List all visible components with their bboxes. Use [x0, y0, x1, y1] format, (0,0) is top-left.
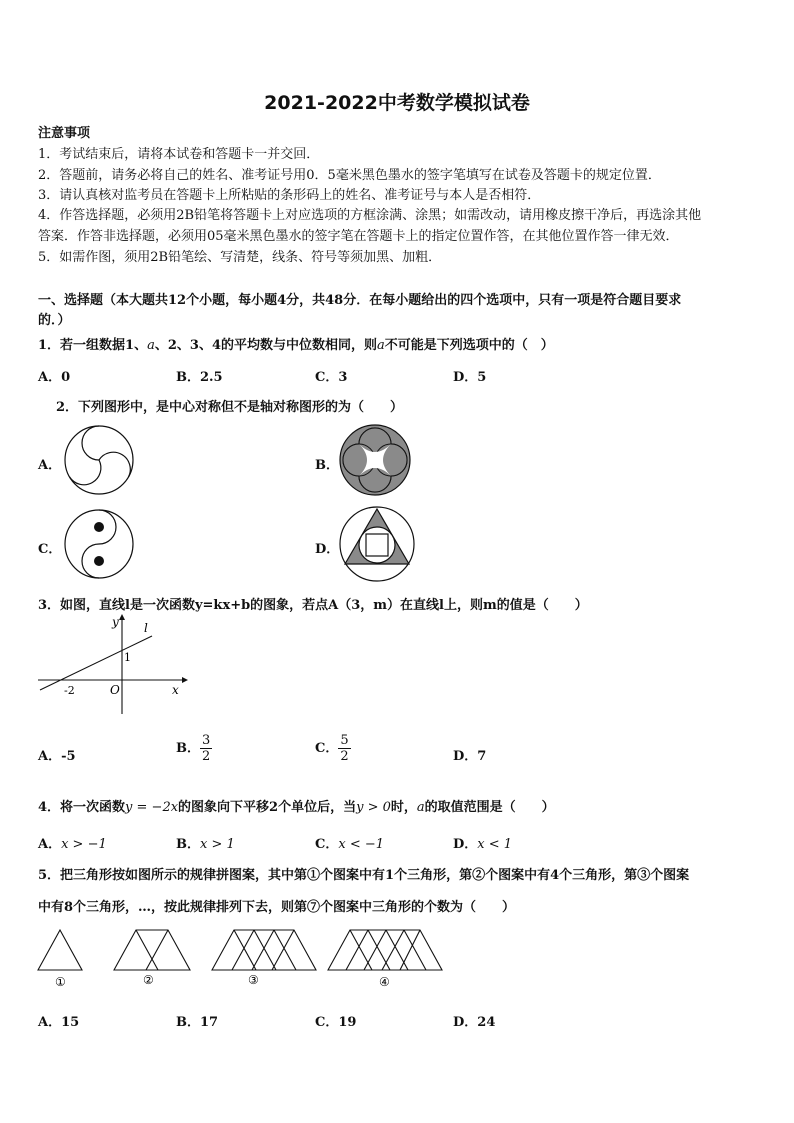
q2-option-b: B．	[315, 458, 339, 473]
variable-a: a	[147, 338, 155, 353]
fraction-denominator: 2	[340, 749, 349, 764]
q5-option-d: D．24	[453, 1015, 496, 1030]
q4-option-a	[38, 833, 107, 852]
axis-label-x: x	[172, 683, 179, 697]
q1-option-b: B．2.5	[176, 370, 223, 385]
axis-label-y: y	[112, 615, 119, 629]
option-expression: x > 1	[200, 837, 235, 852]
tick-label-neg2: -2	[64, 684, 75, 697]
question-4	[38, 796, 555, 815]
q1-option-a: A．0	[38, 370, 71, 385]
pattern-label-3: ③	[248, 973, 259, 987]
fraction-3-2	[200, 733, 212, 764]
q2-option-a: A．	[38, 458, 62, 473]
section-heading-cont: 的．）	[38, 313, 71, 328]
q1-text: 1．若一组数据1、	[38, 338, 148, 353]
q1-text: 不可能是下列选项中的（ ）	[384, 338, 554, 353]
question-5-cont: 中有8个三角形，…，按此规律排列下去，则第⑦个图案中三角形的个数为（ ）	[38, 900, 516, 915]
q2-option-c: C．	[38, 542, 62, 557]
option-label: C．	[315, 837, 339, 852]
q3-option-c	[315, 733, 351, 764]
question-1	[38, 334, 554, 353]
pattern-label-2: ②	[143, 973, 154, 987]
fraction-numerator: 5	[340, 733, 349, 748]
figure-c-yinyang	[62, 507, 136, 581]
notice-item: 3．请认真核对监考员在答题卡上所粘贴的条形码上的姓名、准考证号与本人是否相符．	[38, 188, 541, 203]
q4-text: 4．将一次函数	[38, 800, 126, 815]
q2-option-d: D．	[315, 542, 340, 557]
variable-a: a	[416, 800, 425, 815]
question-5: 5．把三角形按如图所示的规律拼图案，其中第①个图案中有1个三角形，第②个图案中有4个三角形，第③个图案	[38, 868, 690, 883]
variable-a: a	[377, 338, 385, 353]
figure-q3-graph	[36, 614, 186, 718]
notice-item: 4．作答选择题，必须用2B铅笔将答题卡上对应选项的方框涂满、涂黑；如需改动，请用橡皮擦干净后，再选涂其他	[38, 208, 702, 223]
equation: y = −2x	[125, 800, 179, 815]
line-label-l: l	[144, 621, 148, 635]
option-label: D．	[453, 837, 478, 852]
option-label: A．	[38, 837, 62, 852]
q5-option-a: A．15	[38, 1015, 80, 1030]
option-label: B．	[176, 741, 200, 756]
q1-text: 、2、3、4的平均数与中位数相同，则	[154, 338, 377, 353]
question-3: 3．如图，直线l是一次函数y=kx+b的图象，若点A（3，m）在直线l上，则m的值是（ ）	[38, 598, 588, 613]
q4-text: 的取值范围是（ ）	[424, 800, 555, 815]
pattern-label-1: ①	[55, 975, 66, 989]
figure-q5-triangle-patterns	[36, 924, 446, 990]
q3-option-b	[176, 733, 212, 764]
pattern-label-4: ④	[379, 975, 390, 989]
option-expression: x < 1	[477, 837, 513, 852]
option-expression: x > −1	[61, 837, 107, 852]
origin-label: O	[110, 683, 120, 697]
q3-option-a: A．-5	[38, 749, 76, 764]
q3-option-d: D．7	[453, 749, 487, 764]
notice-item: 2．答题前，请务必将自己的姓名、准考证号用0．5毫米黑色墨水的签字笔填写在试卷及答题卡的规定位置．	[38, 168, 661, 183]
option-label: C．	[315, 741, 339, 756]
figure-d-triangle-square	[338, 505, 416, 583]
fraction-5-2	[338, 733, 350, 764]
notice-item: 5．如需作图，须用2B铅笔绘、写清楚，线条、符号等须加黑、加粗．	[38, 250, 442, 265]
notice-item: 答案．作答非选择题，必须用05毫米黑色墨水的签字笔在答题卡上的指定位置作答，在其他位置作答一律无效．	[38, 229, 679, 244]
q4-option-b	[176, 833, 235, 852]
figure-b-flower	[338, 423, 412, 497]
option-label: B．	[176, 837, 200, 852]
fraction-denominator: 2	[202, 749, 211, 764]
inequality: y > 0	[356, 800, 391, 815]
tick-label-1: 1	[124, 651, 131, 664]
q5-option-b: B．17	[176, 1015, 219, 1030]
q1-option-c: C．3	[315, 370, 348, 385]
page-title: 2021-2022中考数学模拟试卷	[264, 92, 530, 114]
question-2: 2．下列图形中，是中心对称但不是轴对称图形的为（ ）	[56, 400, 404, 415]
option-expression: x < −1	[338, 837, 385, 852]
q1-option-d: D．5	[453, 370, 487, 385]
q4-text: 的图象向下平移2个单位后，当	[178, 800, 357, 815]
fraction-numerator: 3	[202, 733, 211, 748]
section-heading: 一、选择题（本大题共12个小题，每小题4分，共48分．在每小题给出的四个选项中，只有一项是符合题目要求	[38, 293, 682, 308]
notice-heading: 注意事项	[38, 126, 91, 141]
q4-option-d	[453, 833, 512, 852]
figure-a-swirl	[62, 423, 136, 497]
notice-item: 1．考试结束后，请将本试卷和答题卡一并交回．	[38, 147, 320, 162]
q4-text: 时，	[390, 800, 417, 815]
q5-option-c: C．19	[315, 1015, 357, 1030]
q4-option-c	[315, 833, 384, 852]
